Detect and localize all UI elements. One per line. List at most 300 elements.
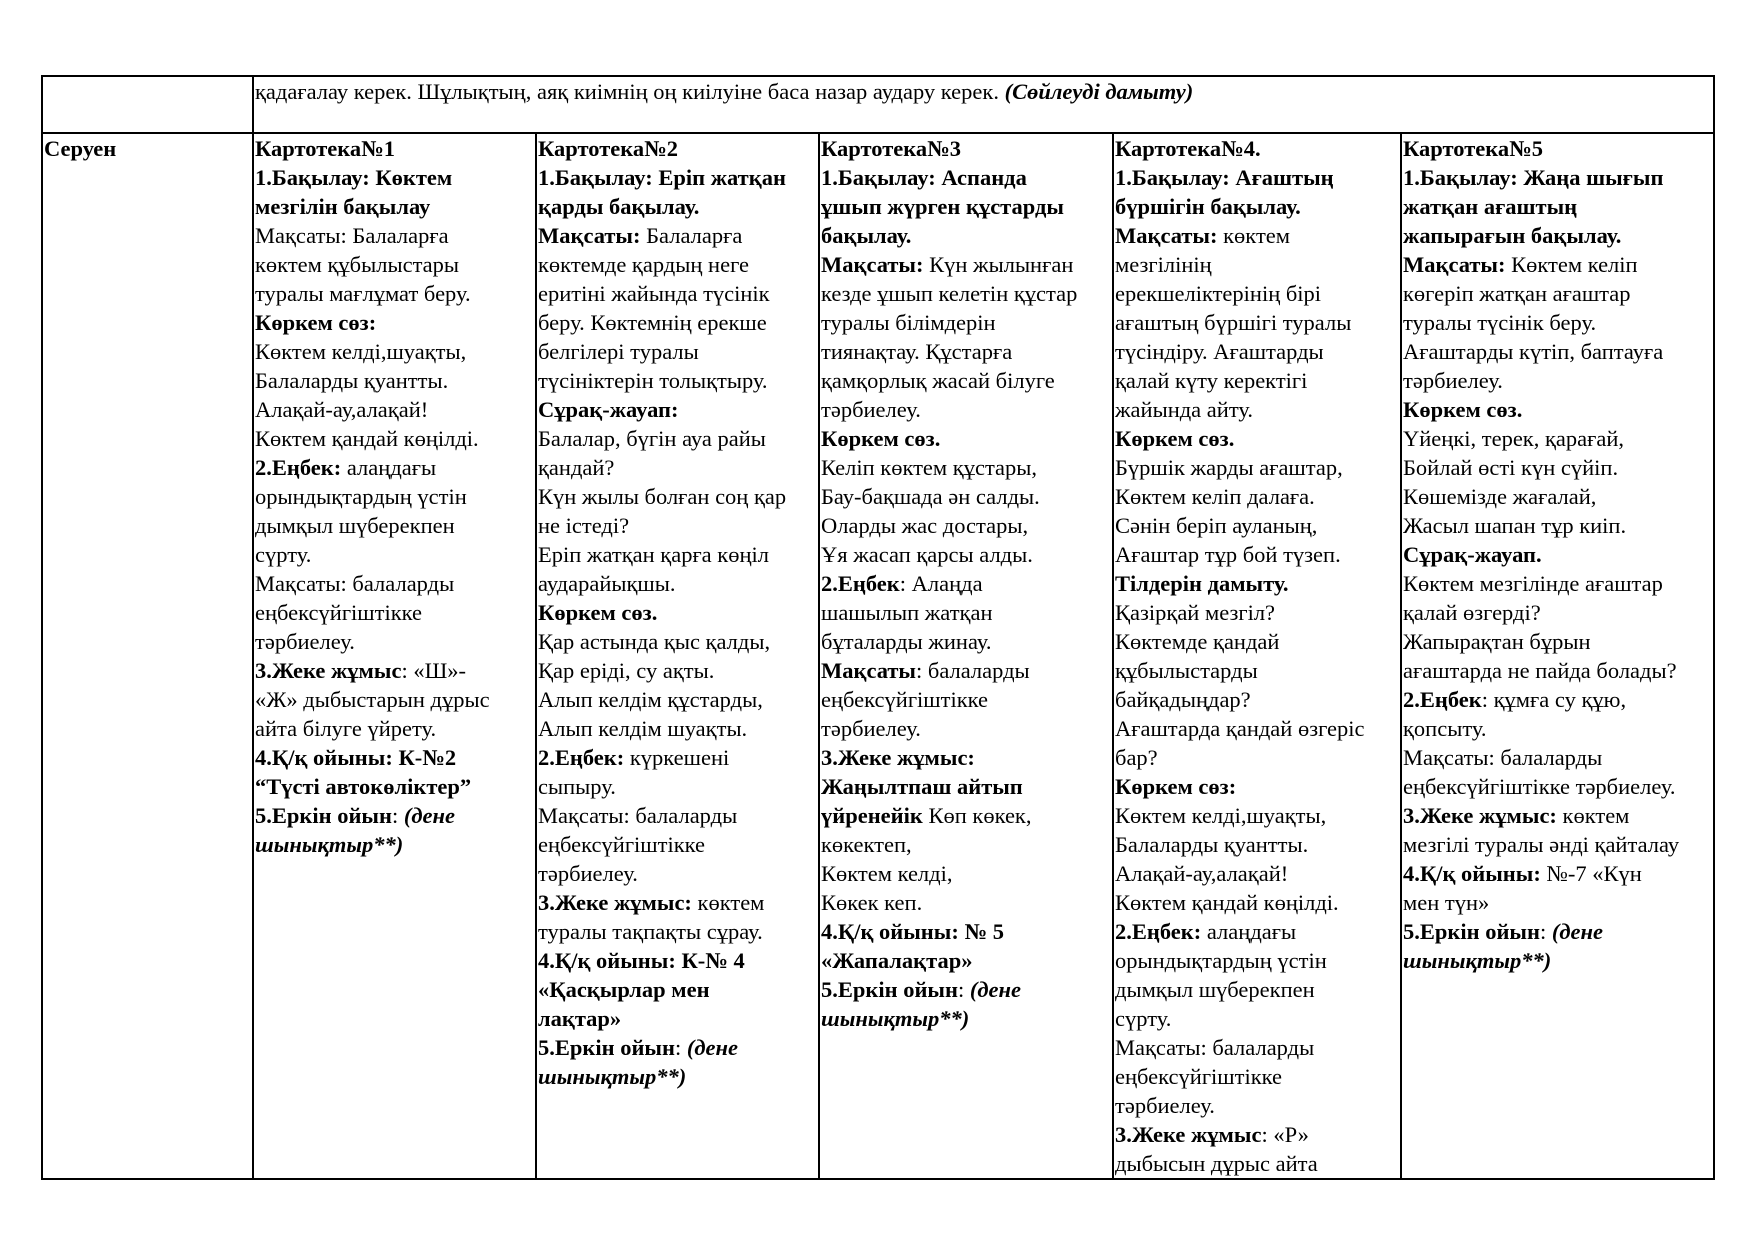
- card-line: [821, 163, 1111, 192]
- card-text: түсініктерін толықтыру.: [538, 368, 768, 393]
- card-line: [821, 395, 1111, 424]
- card-line: [821, 308, 1111, 337]
- card-text: орындықтардың үстін: [1115, 948, 1327, 973]
- card-text: бақылау.: [821, 223, 912, 248]
- card-text: 1.Бақылау: Ағаштың: [1115, 165, 1334, 190]
- card-line: [1403, 482, 1712, 511]
- card-line: [538, 308, 817, 337]
- card-text: аударайықшы.: [538, 571, 676, 596]
- card-text: Қар еріді, су ақты.: [538, 658, 715, 683]
- card-line: [1403, 308, 1712, 337]
- card-text: «Жапалақтар»: [821, 948, 973, 973]
- card-text: Мақсаты: балаларды: [1403, 745, 1603, 770]
- card-text: сүрту.: [1115, 1006, 1172, 1031]
- card-line: [538, 801, 817, 830]
- card-text: 2.Еңбек: [1403, 687, 1482, 712]
- card-text: мен түн»: [1403, 890, 1490, 915]
- card-text: тәрбиелеу.: [255, 629, 355, 654]
- card-text: еңбексүйгіштікке тәрбиелеу.: [1403, 774, 1676, 799]
- card-text: дымқыл шүберекпен: [1115, 977, 1315, 1002]
- card-text: :: [391, 803, 404, 828]
- card-line: [538, 163, 817, 192]
- card-text: дыбысын дұрыс айта: [1115, 1151, 1318, 1176]
- card-text: Бүршік жарды ағаштар,: [1115, 455, 1343, 480]
- card-line: [1115, 1062, 1399, 1091]
- card-text: байқадыңдар?: [1115, 687, 1251, 712]
- card-text: 2.Еңбек:: [1115, 919, 1202, 944]
- card-text: 5.Еркін ойын: [255, 803, 392, 828]
- card-line: [1115, 569, 1399, 598]
- card-text: мезгілін бақылау: [255, 194, 431, 219]
- card-line: [821, 337, 1111, 366]
- card-line: [255, 134, 534, 163]
- card-line: [255, 743, 534, 772]
- card-line: [255, 424, 534, 453]
- card-text: Бойлай өсті күн сүйіп.: [1403, 455, 1619, 480]
- card-line: [255, 192, 534, 221]
- card-text: туралы тақпақты сұрау.: [538, 919, 763, 944]
- card-text: Мақсаты:: [538, 223, 641, 248]
- card-line: [821, 801, 1111, 830]
- card-line: [1403, 946, 1712, 975]
- card-text: Тілдерін дамыту.: [1115, 571, 1289, 596]
- card-text: 1.Бақылау: Аспанда: [821, 165, 1027, 190]
- card-text: тиянақтау. Құстарға: [821, 339, 1013, 364]
- card-line: [538, 656, 817, 685]
- card-text: :: [674, 1035, 687, 1060]
- card-line: [538, 540, 817, 569]
- card-text: Көктем келіп далаға.: [1115, 484, 1315, 509]
- card-text: қамқорлық жасай білуге: [821, 368, 1055, 393]
- card-text: Күн жылынған: [923, 252, 1074, 277]
- card-line: [1115, 975, 1399, 1004]
- card-text: Көктем келіп: [1505, 252, 1638, 277]
- card-line: [821, 772, 1111, 801]
- card-line: [821, 946, 1111, 975]
- card-line: [538, 250, 817, 279]
- card-line: [821, 830, 1111, 859]
- card-text: Картотека№4.: [1115, 136, 1261, 161]
- card-line: [1403, 337, 1712, 366]
- card-line: [1403, 453, 1712, 482]
- card-line: [1115, 1120, 1399, 1149]
- card-text: туралы білімдерін: [821, 310, 996, 335]
- card-text: ерекшеліктерінің бірі: [1115, 281, 1322, 306]
- card-text: қандай?: [538, 455, 615, 480]
- card-line: [255, 801, 534, 830]
- card-line: [1403, 627, 1712, 656]
- card-text: : Алаңда: [899, 571, 983, 596]
- card-text: Қар астында қыс қалды,: [538, 629, 771, 654]
- card-line: [538, 279, 817, 308]
- card-line: [538, 221, 817, 250]
- card-line: [1115, 830, 1399, 859]
- card-content: [1403, 134, 1712, 975]
- card-text: құбылыстарды: [1115, 658, 1258, 683]
- card-line: [1115, 917, 1399, 946]
- card-line: [1403, 685, 1712, 714]
- card-text: туралы мағлұмат беру.: [255, 281, 471, 306]
- card-text: еритіні жайында түсінік: [538, 281, 770, 306]
- card-text: Балаларды қуантты.: [255, 368, 449, 393]
- card-text: көктем: [1556, 803, 1630, 828]
- card-text: көгеріп жатқан ағаштар: [1403, 281, 1631, 306]
- card-text: белгілері туралы: [538, 339, 699, 364]
- card-text: : балаларды: [916, 658, 1030, 683]
- card-line: [821, 250, 1111, 279]
- card-text: Көктем келді,: [821, 861, 953, 886]
- row-label-walk: Серуен: [44, 136, 117, 161]
- card-line: [255, 656, 534, 685]
- card-text: көктем: [1217, 223, 1290, 248]
- card-line: [1403, 366, 1712, 395]
- card-line: [1403, 163, 1712, 192]
- card-line: [821, 221, 1111, 250]
- card-text: Қазірқай мезгіл?: [1115, 600, 1276, 625]
- card-line: [538, 482, 817, 511]
- card-text: 3.Жеке жұмыс:: [1403, 803, 1557, 828]
- card-text: еңбексүйгіштікке: [538, 832, 705, 857]
- card-text: 4.Қ/қ ойыны: К-№ 4: [538, 948, 745, 973]
- card-line: [538, 134, 817, 163]
- card-text: сүрту.: [255, 542, 312, 567]
- card-text: 5.Еркін ойын: [1403, 919, 1540, 944]
- card-line: [1403, 279, 1712, 308]
- card-text: алаңдағы: [1201, 919, 1297, 944]
- card-text: Балаларға: [640, 223, 743, 248]
- card-text: қарды бақылау.: [538, 194, 700, 219]
- card-text: еңбексүйгіштікке: [1115, 1064, 1282, 1089]
- card-cell-4: [1113, 133, 1401, 1179]
- card-line: [821, 192, 1111, 221]
- card-line: [255, 685, 534, 714]
- card-line: [1115, 511, 1399, 540]
- card-line: [1115, 540, 1399, 569]
- card-text: 3.Жеке жұмыс:: [821, 745, 975, 770]
- card-text: 1.Бақылау: Жаңа шығып: [1403, 165, 1664, 190]
- card-text: Мақсаты:: [1403, 252, 1506, 277]
- card-line: [1115, 134, 1399, 163]
- card-text: (дене: [1551, 919, 1603, 944]
- card-line: [255, 221, 534, 250]
- card-line: [1115, 946, 1399, 975]
- card-line: [1115, 685, 1399, 714]
- card-line: [1115, 1033, 1399, 1062]
- card-line: [255, 163, 534, 192]
- card-line: [1403, 192, 1712, 221]
- card-line: [821, 859, 1111, 888]
- card-line: [255, 482, 534, 511]
- card-line: [1115, 1004, 1399, 1033]
- card-text: Көктем мезгілінде ағаштар: [1403, 571, 1663, 596]
- card-text: Көктемде қандай: [1115, 629, 1280, 654]
- card-text: 3.Жеке жұмыс:: [538, 890, 692, 915]
- card-line: [1115, 424, 1399, 453]
- card-text: Мақсаты: [821, 658, 916, 683]
- card-line: [1115, 366, 1399, 395]
- card-line: [1403, 424, 1712, 453]
- card-text: Мақсаты: Балаларға: [255, 223, 449, 248]
- card-line: [538, 424, 817, 453]
- card-text: Ұя жасап қарсы алды.: [821, 542, 1033, 567]
- card-text: «Ж» дыбыстарын дұрыс: [255, 687, 490, 712]
- card-text: Балалар, бүгін ауа райы: [538, 426, 766, 451]
- card-text: «Қасқырлар мен: [538, 977, 710, 1002]
- card-line: [1115, 337, 1399, 366]
- card-text: шынықтыр**): [1403, 948, 1552, 973]
- card-line: [1403, 917, 1712, 946]
- card-line: [821, 569, 1111, 598]
- card-content: [538, 134, 817, 1091]
- card-cell-3: [819, 133, 1113, 1179]
- card-line: [255, 337, 534, 366]
- card-line: [821, 540, 1111, 569]
- card-line: [538, 888, 817, 917]
- card-text: мезгілі туралы әнді қайталау: [1403, 832, 1680, 857]
- card-text: Жаңылтпаш айтып: [821, 774, 1023, 799]
- card-line: [538, 453, 817, 482]
- card-text: Картотека№2: [538, 136, 678, 161]
- card-line: [821, 714, 1111, 743]
- card-line: [1115, 627, 1399, 656]
- top-text: қадағалау керек. Шұлықтың, аяқ киімнің оң киілуіне баса назар аудару керек.: [255, 79, 999, 104]
- card-line: [538, 946, 817, 975]
- card-text: 1.Бақылау: Көктем: [255, 165, 453, 190]
- card-line: [538, 366, 817, 395]
- card-text: алаңдағы: [341, 455, 437, 480]
- card-line: [1115, 163, 1399, 192]
- card-line: [821, 279, 1111, 308]
- card-line: [538, 714, 817, 743]
- card-text: 2.Еңбек: [821, 571, 900, 596]
- card-cell-2: [536, 133, 819, 1179]
- card-line: [1115, 743, 1399, 772]
- card-line: [1403, 134, 1712, 163]
- card-text: ағаштың бүршігі туралы: [1115, 310, 1352, 335]
- card-text: еңбексүйгіштікке: [821, 687, 988, 712]
- card-text: 2.Еңбек:: [538, 745, 625, 770]
- card-line: [255, 627, 534, 656]
- card-text: қопсыту.: [1403, 716, 1487, 741]
- card-text: күркешені: [624, 745, 730, 770]
- plan-table: [41, 75, 1715, 1180]
- card-line: [821, 743, 1111, 772]
- card-line: [538, 627, 817, 656]
- card-line: [1115, 598, 1399, 627]
- card-line: [821, 888, 1111, 917]
- card-line: [538, 337, 817, 366]
- card-text: Ағаштарды күтіп, баптауға: [1403, 339, 1664, 364]
- card-line: [821, 366, 1111, 395]
- card-text: 4.Қ/қ ойыны: № 5: [821, 919, 1004, 944]
- card-text: лақтар»: [538, 1006, 622, 1031]
- card-line: [255, 250, 534, 279]
- card-line: [255, 714, 534, 743]
- card-line: [1115, 453, 1399, 482]
- card-line: [1115, 250, 1399, 279]
- table-row: [42, 133, 1714, 1179]
- card-line: [1403, 830, 1712, 859]
- card-text: (дене: [686, 1035, 738, 1060]
- card-line: [1403, 656, 1712, 685]
- card-text: Ағаштарда қандай өзгеріс: [1115, 716, 1365, 741]
- card-text: Мақсаты:: [821, 252, 924, 277]
- card-text: тәрбиелеу.: [821, 716, 921, 741]
- card-line: [538, 1062, 817, 1091]
- card-line: [538, 1004, 817, 1033]
- card-text: тәрбиелеу.: [1403, 368, 1503, 393]
- card-line: [821, 685, 1111, 714]
- card-text: көкектеп,: [821, 832, 912, 857]
- card-line: [255, 540, 534, 569]
- card-text: Еріп жатқан қарға көңіл: [538, 542, 769, 567]
- card-text: Көп көкек,: [922, 803, 1032, 828]
- card-text: Көркем сөз.: [1115, 426, 1235, 451]
- card-text: дымқыл шүберекпен: [255, 513, 455, 538]
- card-line: [821, 134, 1111, 163]
- card-line: [1403, 250, 1712, 279]
- card-line: [1115, 656, 1399, 685]
- card-line: [538, 917, 817, 946]
- card-text: Мақсаты: балаларды: [255, 571, 455, 596]
- card-text: жайында айту.: [1115, 397, 1253, 422]
- card-text: көктем: [691, 890, 765, 915]
- card-text: шашылып жатқан: [821, 600, 993, 625]
- card-line: [1403, 714, 1712, 743]
- card-text: Күн жылы болған соң қар: [538, 484, 787, 509]
- card-line: [255, 830, 534, 859]
- card-line: [1403, 888, 1712, 917]
- card-text: Бау-бақшада ән салды.: [821, 484, 1040, 509]
- card-line: [538, 395, 817, 424]
- card-text: 5.Еркін ойын: [538, 1035, 675, 1060]
- card-text: не істеді?: [538, 513, 630, 538]
- card-text: ұшып жүрген құстарды: [821, 194, 1064, 219]
- card-line: [1115, 772, 1399, 801]
- card-line: [1403, 598, 1712, 627]
- card-line: [1403, 511, 1712, 540]
- card-text: Көкек кеп.: [821, 890, 923, 915]
- card-content: [1115, 134, 1399, 1178]
- card-text: Көктем қандай көңілді.: [255, 426, 479, 451]
- card-text: еңбексүйгіштікке: [255, 600, 422, 625]
- card-content: [255, 134, 534, 859]
- card-line: [1115, 279, 1399, 308]
- card-text: Картотека№3: [821, 136, 961, 161]
- card-line: [1115, 221, 1399, 250]
- card-text: 4.Қ/қ ойыны:: [1403, 861, 1541, 886]
- card-line: [821, 627, 1111, 656]
- row-label-cell: [42, 76, 253, 133]
- card-text: Жапырақтан бұрын: [1403, 629, 1591, 654]
- card-text: Көркем сөз.: [821, 426, 941, 451]
- card-text: тәрбиелеу.: [1115, 1093, 1215, 1118]
- card-text: көктемде қардың неге: [538, 252, 749, 277]
- card-line: [1115, 395, 1399, 424]
- card-line: [1115, 714, 1399, 743]
- card-line: [538, 859, 817, 888]
- card-text: : «Р»: [1261, 1122, 1309, 1147]
- card-line: [538, 975, 817, 1004]
- card-text: №-7 «Күн: [1540, 861, 1642, 886]
- card-text: Картотека№5: [1403, 136, 1543, 161]
- card-line: [538, 511, 817, 540]
- card-text: 3.Жеке жұмыс: [255, 658, 402, 683]
- card-text: қалай өзгерді?: [1403, 600, 1541, 625]
- card-line: [1403, 743, 1712, 772]
- card-text: Үйеңкі, терек, қарағай,: [1403, 426, 1625, 451]
- card-text: Көркем сөз:: [255, 310, 377, 335]
- card-line: [1115, 1091, 1399, 1120]
- card-line: [538, 1033, 817, 1062]
- card-line: [538, 569, 817, 598]
- card-text: беру. Көктемнің ерекше: [538, 310, 767, 335]
- card-text: шынықтыр**): [255, 832, 404, 857]
- card-text: : «Ш»-: [401, 658, 467, 683]
- card-text: Сұрақ-жауап:: [538, 397, 679, 422]
- card-text: жапырағын бақылау.: [1403, 223, 1622, 248]
- card-text: Көркем сөз:: [1115, 774, 1237, 799]
- card-text: : құмға су құю,: [1481, 687, 1627, 712]
- card-text: “Түсті автокөліктер”: [255, 774, 472, 799]
- card-text: тәрбиелеу.: [821, 397, 921, 422]
- card-text: Алақай-ау,алақай!: [1115, 861, 1289, 886]
- top-note: (Сөйлеуді дамыту): [1004, 79, 1194, 104]
- card-line: [255, 598, 534, 627]
- card-line: [1115, 482, 1399, 511]
- top-text-cell: [253, 76, 1714, 133]
- card-line: [538, 598, 817, 627]
- card-text: Мақсаты:: [1115, 223, 1218, 248]
- card-text: Мақсаты: балаларды: [1115, 1035, 1315, 1060]
- card-line: [821, 511, 1111, 540]
- card-line: [821, 917, 1111, 946]
- card-line: [1403, 772, 1712, 801]
- card-line: [1115, 308, 1399, 337]
- card-text: туралы түсінік беру.: [1403, 310, 1597, 335]
- card-cell-5: [1401, 133, 1714, 1179]
- card-text: шынықтыр**): [821, 1006, 970, 1031]
- card-content: [821, 134, 1111, 1033]
- card-cell-1: [253, 133, 536, 1179]
- card-line: [1115, 859, 1399, 888]
- card-text: (дене: [969, 977, 1021, 1002]
- card-line: [538, 830, 817, 859]
- card-line: [255, 569, 534, 598]
- card-text: Алақай-ау,алақай!: [255, 397, 429, 422]
- row-label-cell: [42, 133, 253, 1179]
- card-line: [1403, 569, 1712, 598]
- card-text: үйренейік: [821, 803, 923, 828]
- card-text: Келіп көктем құстары,: [821, 455, 1038, 480]
- card-line: [821, 424, 1111, 453]
- card-line: [1115, 801, 1399, 830]
- card-text: Көркем сөз.: [538, 600, 658, 625]
- card-line: [538, 772, 817, 801]
- card-text: Мақсаты: балаларды: [538, 803, 738, 828]
- card-line: [255, 453, 534, 482]
- card-text: мезгілінің: [1115, 252, 1212, 277]
- card-text: қалай күту керектігі: [1115, 368, 1308, 393]
- card-text: түсіндіру. Ағаштарды: [1115, 339, 1324, 364]
- card-text: орындықтардың үстін: [255, 484, 467, 509]
- card-line: [255, 772, 534, 801]
- card-text: Көркем сөз.: [1403, 397, 1523, 422]
- card-text: Ағаштар тұр бой түзеп.: [1115, 542, 1341, 567]
- card-line: [1403, 801, 1712, 830]
- card-text: Сұрақ-жауап.: [1403, 542, 1542, 567]
- card-text: Көктем келді,шуақты,: [1115, 803, 1327, 828]
